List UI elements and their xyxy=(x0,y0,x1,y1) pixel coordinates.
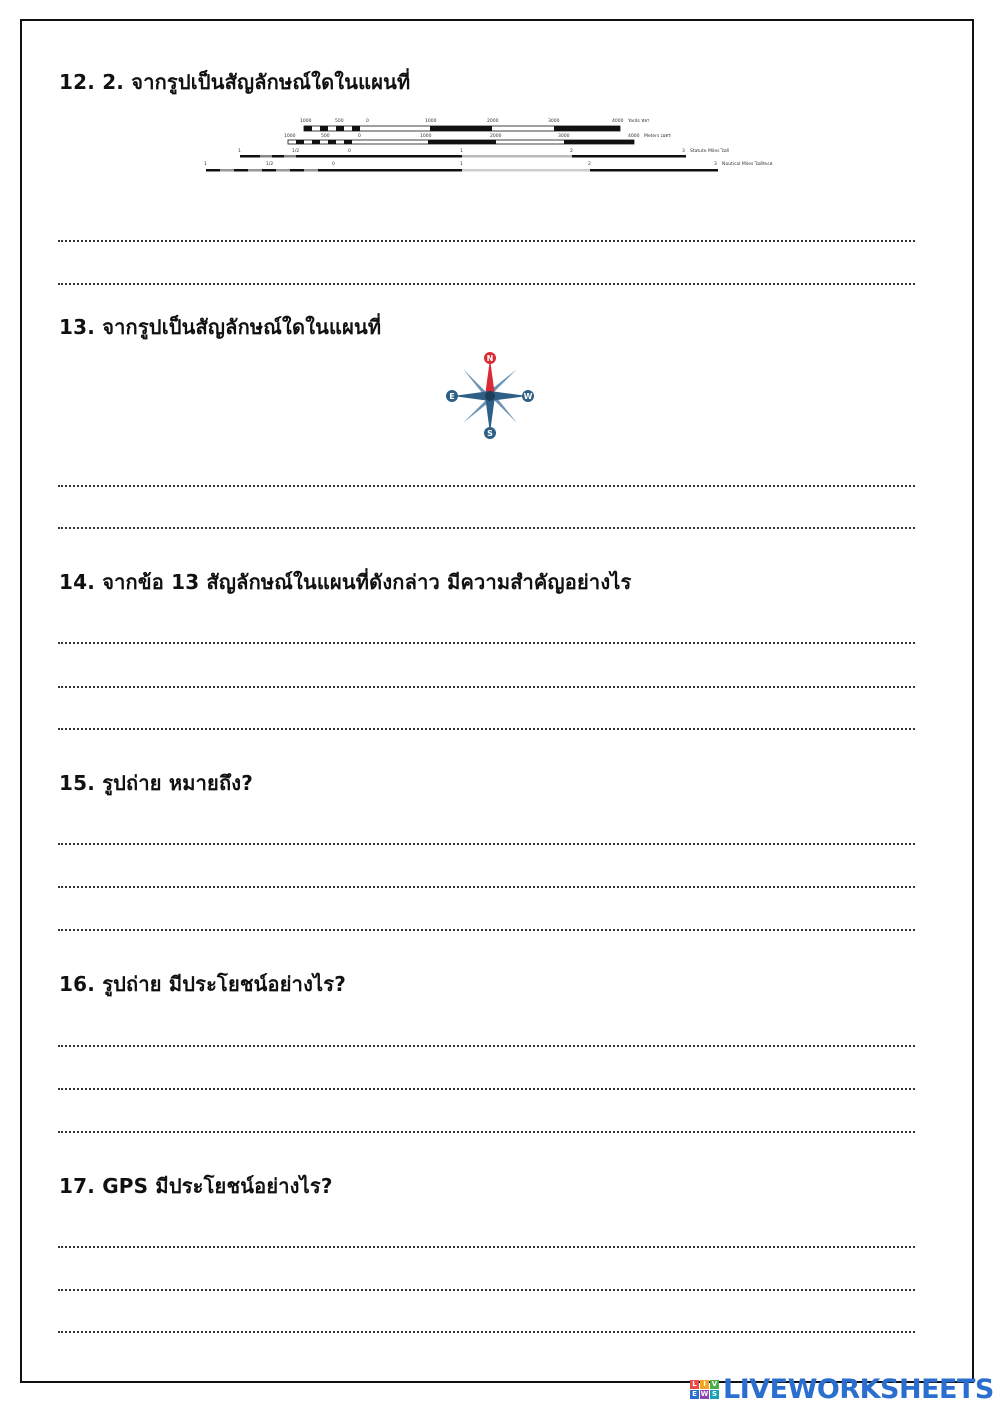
scale-statute-tick-1: 1 xyxy=(460,149,463,154)
scale-meters-tick-1000a: 1000 xyxy=(284,134,296,139)
scale-statute-tick-1a: 1 xyxy=(238,149,241,154)
question-16: 16. รูปถ่าย มีประโยชน์อย่างไร? xyxy=(59,972,347,996)
scale-nautical-unit: Nautical Miles ไมล์ทะเล xyxy=(722,162,773,167)
answer-line[interactable] xyxy=(58,1331,915,1333)
scale-nautical-tick-2: 2 xyxy=(588,162,591,167)
compass-label-east: E xyxy=(449,392,455,401)
answer-line[interactable] xyxy=(58,929,915,931)
scale-meters-tick-3000: 3000 xyxy=(558,134,570,139)
answer-line[interactable] xyxy=(58,283,915,285)
question-14: 14. จากข้อ 13 สัญลักษณ์ในแผนที่ดังกล่าว มีความสำคัญอย่างไร xyxy=(59,570,632,594)
scale-yards-tick-1000: 1000 xyxy=(425,119,437,124)
scale-nautical-tick-half: 1/2 xyxy=(266,162,274,167)
scale-statute-tick-3: 3 xyxy=(682,149,685,154)
badge-letter: L xyxy=(690,1380,699,1389)
answer-line[interactable] xyxy=(58,1289,915,1291)
compass-rose-icon xyxy=(443,349,537,443)
answer-line[interactable] xyxy=(58,642,915,644)
badge-letter: W xyxy=(700,1389,709,1398)
badge-letter: I xyxy=(700,1380,709,1389)
answer-line[interactable] xyxy=(58,686,915,688)
scale-meters-tick-1000: 1000 xyxy=(420,134,432,139)
question-12: 12. 2. จากรูปเป็นสัญลักษณ์ใดในแผนที่ xyxy=(59,70,411,94)
scale-nautical-tick-0: 0 xyxy=(332,162,335,167)
liveworksheets-logo-text: LIVEWORKSHEETS xyxy=(723,1373,994,1405)
answer-line[interactable] xyxy=(58,886,915,888)
scale-statute-unit: Statute Miles ไมล์ xyxy=(690,149,729,154)
scale-meters-tick-500: 500 xyxy=(321,134,330,139)
scale-statute-tick-half: 1/2 xyxy=(292,149,300,154)
liveworksheets-logo xyxy=(690,1374,994,1404)
compass-north-point xyxy=(485,359,495,396)
answer-line[interactable] xyxy=(58,240,915,242)
answer-line[interactable] xyxy=(58,1045,915,1047)
scale-meters-tick-0: 0 xyxy=(358,134,361,139)
answer-line[interactable] xyxy=(58,1246,915,1248)
answer-line[interactable] xyxy=(58,843,915,845)
scale-meters-unit: Meters เมตร xyxy=(644,134,671,139)
answer-line[interactable] xyxy=(58,527,915,529)
scale-yards-tick-4000: 4000 xyxy=(612,119,624,124)
scale-meters-tick-4000: 4000 xyxy=(628,134,640,139)
answer-line[interactable] xyxy=(58,1088,915,1090)
scale-yards-tick-500: 500 xyxy=(335,119,344,124)
question-13: 13. จากรูปเป็นสัญลักษณ์ใดในแผนที่ xyxy=(59,315,382,339)
scale-statute-tick-2: 2 xyxy=(570,149,573,154)
scale-bar-image xyxy=(200,112,780,178)
scale-yards-tick-1000a: 1000 xyxy=(300,119,312,124)
scale-yards-tick-0: 0 xyxy=(366,119,369,124)
question-17: 17. GPS มีประโยชน์อย่างไร? xyxy=(59,1174,333,1198)
badge-letter: S xyxy=(711,1389,718,1398)
scale-nautical-tick-1: 1 xyxy=(460,162,463,167)
scale-yards-unit: Yards หลา xyxy=(628,119,650,124)
scale-nautical-tick-3: 3 xyxy=(714,162,717,167)
compass-label-north: N xyxy=(486,354,494,363)
scale-yards-tick-2000: 2000 xyxy=(487,119,499,124)
scale-statute-tick-0: 0 xyxy=(348,149,351,154)
badge-letter: E xyxy=(690,1390,699,1399)
scale-yards-tick-3000: 3000 xyxy=(548,119,560,124)
answer-line[interactable] xyxy=(58,728,915,730)
answer-line[interactable] xyxy=(58,1131,915,1133)
badge-letter: V xyxy=(711,1379,718,1388)
answer-line[interactable] xyxy=(58,485,915,487)
liveworksheets-badge-icon xyxy=(690,1380,719,1399)
scale-meters-tick-2000: 2000 xyxy=(490,134,502,139)
scale-nautical-tick-1a: 1 xyxy=(204,162,207,167)
compass-label-west: W xyxy=(523,392,533,401)
question-15: 15. รูปถ่าย หมายถึง? xyxy=(59,771,254,795)
compass-label-south: S xyxy=(487,429,493,438)
